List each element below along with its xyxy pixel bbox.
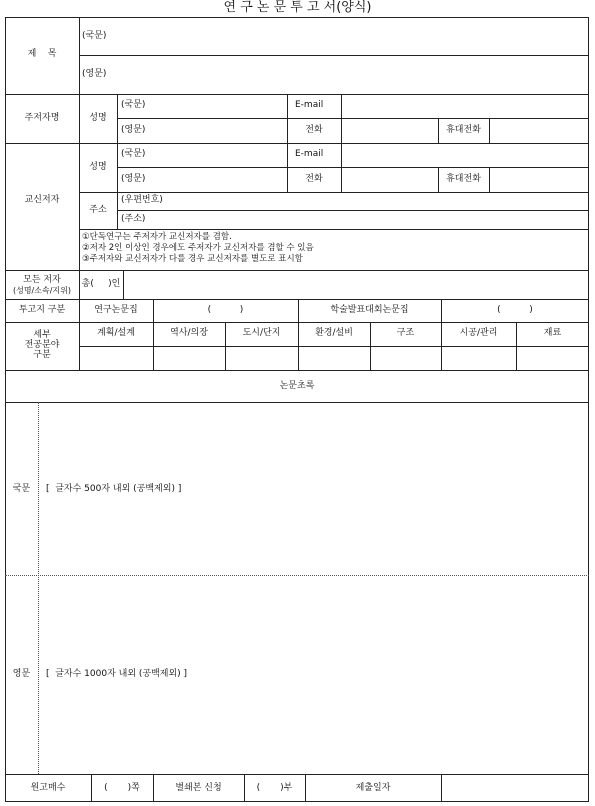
conference-label: 학술발표대회논문집 <box>330 305 409 315</box>
row-divider <box>5 299 589 300</box>
corresponding-mobile-label: 휴대전화 <box>446 174 481 184</box>
all-authors-label: 모든 저자 <box>23 275 61 285</box>
field-label-line3: 구분 <box>33 350 51 360</box>
subject-label: 제 목 <box>27 49 57 59</box>
col-divider <box>123 270 124 299</box>
field-label-line2: 전공분야 <box>24 340 60 350</box>
submit-type-label: 투고지 구분 <box>18 305 66 315</box>
field-materials: 재료 <box>543 328 562 338</box>
field-structure: 구조 <box>396 328 415 338</box>
field-history: 역사/의장 <box>170 328 208 338</box>
row-divider <box>5 370 589 371</box>
col-divider <box>341 94 342 192</box>
korean-abstract-label: 국문 <box>12 484 31 494</box>
main-author-email-label: E-mail <box>295 100 324 110</box>
corresponding-name-label: 성명 <box>89 162 107 172</box>
field-construction: 시공/관리 <box>459 328 498 338</box>
english-abstract-hint: [ 글자수 1000자 내외 (공백제외) ] <box>46 669 188 679</box>
corresponding-english-label: (영문) <box>121 174 146 184</box>
section-dotted-divider <box>5 575 589 576</box>
row-divider <box>5 270 589 271</box>
pages-paren: ( )쪽 <box>104 783 140 793</box>
reprint-paren: ( )부 <box>256 783 293 793</box>
subject-korean-label: (국문) <box>82 31 107 41</box>
row-divider <box>117 167 589 168</box>
subject-english-label: (영문) <box>82 69 107 79</box>
corresponding-korean-label: (국문) <box>121 149 146 159</box>
korean-abstract-hint: [ 글자수 500자 내외 (공백제외) ] <box>46 484 182 494</box>
col-divider <box>441 774 442 802</box>
col-divider <box>489 167 490 192</box>
row-divider <box>117 118 589 119</box>
field-label-line1: 세부 <box>33 330 51 340</box>
reprint-label: 별쇄본 신청 <box>175 783 222 793</box>
col-divider <box>79 17 80 94</box>
main-author-label: 주저자명 <box>24 113 60 123</box>
document-title: 연 구 논 문 투 고 서(양식) <box>223 0 372 15</box>
main-author-mobile-label: 휴대전화 <box>446 125 481 135</box>
col-divider <box>117 143 118 229</box>
corresponding-phone-label: 전화 <box>305 174 323 184</box>
journal-paren: ( ) <box>207 305 244 315</box>
field-environment: 환경/설비 <box>315 328 353 338</box>
main-author-korean-label: (국문) <box>121 100 146 110</box>
main-author-phone-label: 전화 <box>305 125 323 135</box>
abstract-dotted-divider <box>38 402 39 774</box>
conference-paren: ( ) <box>497 305 533 315</box>
note-2: ②저자 2인 이상인 경우에도 주저자가 교신저자를 겸할 수 있음 <box>82 243 314 253</box>
row-divider <box>5 94 589 95</box>
addr-label: (주소) <box>121 214 146 224</box>
row-divider <box>5 402 589 403</box>
row-divider <box>5 143 589 144</box>
main-author-name-label: 성명 <box>89 113 107 123</box>
field-urban: 도시/단지 <box>242 328 281 338</box>
abstract-heading: 논문초록 <box>279 381 315 391</box>
row-divider <box>79 192 589 193</box>
row-divider <box>5 774 589 775</box>
pages-label: 원고매수 <box>30 783 66 793</box>
row-divider <box>79 55 589 56</box>
journal-label: 연구논문집 <box>94 305 138 315</box>
note-1: ①단독연구는 주저자가 교신저자를 겸함. <box>82 232 232 242</box>
note-3: ③주저자와 교신저자가 다를 경우 교신저자를 별도로 표시함 <box>82 254 303 264</box>
row-divider <box>5 322 589 323</box>
all-authors-sub-label: (성명/소속/지위) <box>12 286 71 295</box>
col-divider <box>117 94 118 143</box>
row-divider <box>117 210 589 211</box>
submit-date-label: 제출일자 <box>355 783 391 793</box>
main-author-english-label: (영문) <box>121 125 146 135</box>
address-label: 주소 <box>89 205 107 215</box>
zip-label: (우편번호) <box>121 195 163 205</box>
corresponding-email-label: E-mail <box>295 149 324 159</box>
row-divider <box>79 346 589 347</box>
row-divider <box>79 229 589 230</box>
col-divider <box>489 118 490 143</box>
field-planning: 계획/설계 <box>97 328 135 338</box>
english-abstract-label: 영문 <box>12 669 31 679</box>
corresponding-author-label: 교신저자 <box>24 195 60 205</box>
author-count-label: 총( )인 <box>81 279 121 289</box>
